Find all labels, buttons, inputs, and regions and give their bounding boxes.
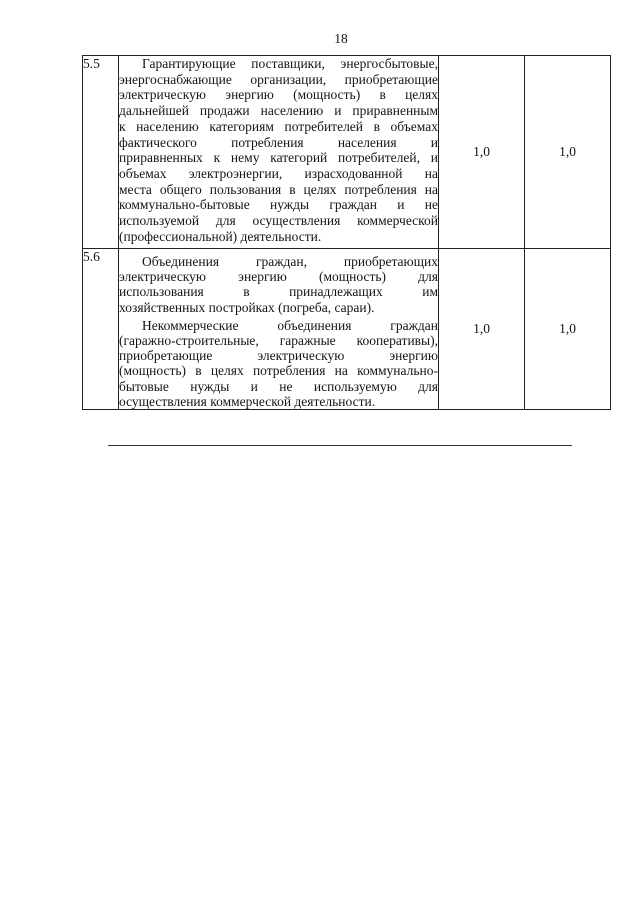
- text-line: хозяйственных постройках (погреба, сараи).: [119, 299, 375, 315]
- text-line: бытовые нужды и не используемую для: [119, 378, 438, 394]
- text-line: (профессиональной) деятельности.: [119, 228, 322, 244]
- separator-line: [108, 445, 572, 446]
- paragraph: [119, 56, 438, 244]
- text-line: объемах электроэнергии, израсходованной на: [119, 165, 438, 181]
- text-line: Объединения граждан, приобретающих: [142, 254, 438, 269]
- paragraph: [119, 254, 438, 315]
- coefficient-value: 1,0: [439, 249, 525, 410]
- text-line: приравненных к нему категорий потребителей, и: [119, 150, 438, 166]
- text-line: коммунально-бытовые нужды граждан и не: [119, 197, 438, 213]
- table-row: [83, 249, 611, 410]
- text-line: (гаражно-строительные, гаражные кооперативы),: [119, 333, 438, 349]
- text-line: приобретающие электрическую энергию: [119, 348, 438, 364]
- text-line: места общего пользования в целях потребления на: [119, 181, 438, 197]
- text-line: использования в принадлежащих им: [119, 284, 438, 300]
- text-line: к населению категориям потребителей в объемах: [119, 118, 438, 134]
- row-number: 5.6: [83, 249, 119, 410]
- text-line: Некоммерческие объединения граждан: [142, 317, 438, 333]
- text-line: используемой для осуществления коммерческой: [119, 213, 438, 229]
- tariff-coefficient-table: [82, 55, 611, 410]
- text-line: электрическую энергию (мощность) в целях: [119, 87, 438, 103]
- coefficient-value: 1,0: [525, 249, 611, 410]
- text-line: фактического потребления населения и: [119, 134, 438, 150]
- table-row: [83, 56, 611, 249]
- text-line: дальнейшей продажи населению и приравненным: [119, 103, 438, 119]
- coefficient-value: 1,0: [525, 56, 611, 249]
- row-number: 5.5: [83, 56, 119, 249]
- text-line: осуществления коммерческой деятельности.: [119, 393, 376, 409]
- text-line: (мощность) в целях потребления на коммунально-: [119, 363, 438, 379]
- page-number: 18: [334, 31, 348, 46]
- text-line: энергоснабжающие организации, приобретающие: [119, 71, 438, 87]
- row-description: [119, 249, 439, 410]
- text-line: Гарантирующие поставщики, энергосбытовые,: [142, 56, 438, 71]
- row-description: [119, 56, 439, 249]
- paragraph: [119, 318, 438, 409]
- text-line: электрическую энергию (мощность) для: [119, 269, 438, 285]
- coefficient-value: 1,0: [439, 56, 525, 249]
